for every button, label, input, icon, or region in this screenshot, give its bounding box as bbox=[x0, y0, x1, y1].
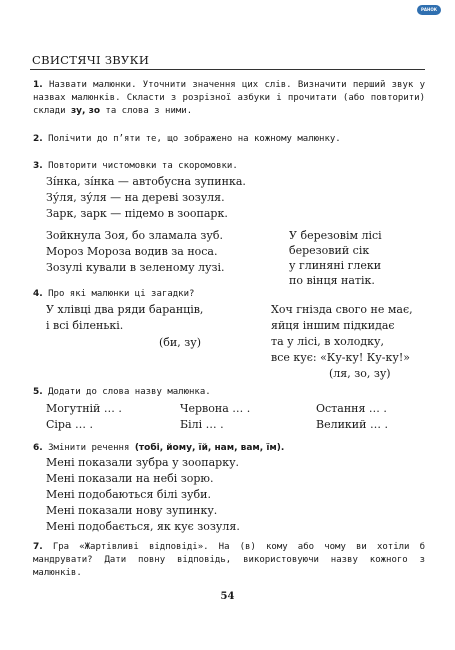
task-4-number: 4. bbox=[33, 289, 43, 299]
task-2-number: 2. bbox=[33, 134, 43, 144]
task-6-text-a: Змінити речення bbox=[48, 443, 135, 453]
poem-left-line: Зозулі кували в зеленому лузі. bbox=[46, 261, 225, 274]
task-2-instruction bbox=[33, 133, 425, 146]
task-3-number: 3. bbox=[33, 161, 43, 171]
task-4-instruction bbox=[33, 288, 425, 301]
riddle-left-answer: (би, зу) bbox=[159, 336, 202, 349]
task-1-number: 1. bbox=[33, 80, 43, 90]
riddle-right-line: яйця іншим підкидає bbox=[271, 319, 395, 332]
task-3-instruction bbox=[33, 160, 425, 173]
task-6-number: 6. bbox=[33, 443, 43, 453]
task-1-instruction bbox=[33, 79, 425, 118]
tongue-twister-line: Зу́ля, зу́ля — на дереві зозуля. bbox=[46, 191, 225, 204]
tongue-twister-line: Зарк, зарк — підемо в зоопарк. bbox=[46, 207, 228, 220]
task-4-text: Про які малюнки ці загадки? bbox=[48, 289, 195, 299]
task-5-instruction bbox=[33, 386, 425, 399]
task-5-text: Додати до слова назву малюнка. bbox=[48, 387, 211, 397]
word-item: Білі … . bbox=[180, 418, 224, 431]
task-5-number: 5. bbox=[33, 387, 43, 397]
task-1-text-c: та слова з ними. bbox=[100, 106, 193, 116]
riddle-left-line: і всі біленькі. bbox=[46, 319, 124, 332]
poem-right-line: березовий сік bbox=[289, 244, 370, 257]
word-item: Червона … . bbox=[180, 402, 251, 415]
poem-right-line: у глиняні глеки bbox=[289, 259, 382, 272]
tongue-twister-line: Зі́нка, зі́нка — автобусна зупинка. bbox=[46, 175, 246, 188]
sentence-line: Мені показали зубра у зоопарку. bbox=[46, 456, 240, 469]
task-2-text: Полічити до п’яти те, що зображено на кожному малюнку. bbox=[48, 134, 341, 144]
riddle-right-line: Хоч гнізда свого не має, bbox=[271, 303, 413, 316]
word-item: Могутній … . bbox=[46, 402, 122, 415]
title-divider bbox=[30, 69, 425, 70]
task-7-instruction bbox=[33, 541, 425, 580]
sentence-line: Мені подобається, як кує зозуля. bbox=[46, 520, 240, 533]
page-title: СВИСТЯЧІ ЗВУКИ bbox=[32, 53, 150, 67]
word-item: Сіра … . bbox=[46, 418, 94, 431]
riddle-right-line: все кує: «Ку-ку! Ку-ку!» bbox=[271, 351, 410, 364]
task-6-instruction bbox=[33, 442, 425, 455]
task-1-syllables: зу, зо bbox=[70, 106, 100, 116]
publisher-logo: РАНОК bbox=[417, 5, 441, 15]
sentence-line: Мені показали нову зупинку. bbox=[46, 504, 218, 517]
task-6-pronouns: (тобі, йому, їй, нам, вам, їм). bbox=[134, 443, 285, 453]
riddle-right-line: та у лісі, в холодку, bbox=[271, 335, 385, 348]
word-item: Великий … . bbox=[316, 418, 388, 431]
poem-left-line: Зойкнула Зоя, бо зламала зуб. bbox=[46, 229, 223, 242]
poem-left-line: Мороз Мороза водив за носа. bbox=[46, 245, 218, 258]
task-7-number: 7. bbox=[33, 542, 43, 552]
riddle-right-answer: (ля, зо, зу) bbox=[329, 367, 391, 380]
sentence-line: Мені подобаються білі зуби. bbox=[46, 488, 211, 501]
task-7-text: Гра «Жартівливі відповіді». На (в) кому або чому ви хотіли б мандрувати? Дати повну відповідь, використовуючи назву кожного з малюнків. bbox=[33, 542, 426, 578]
riddle-left-line: У хлівці два ряди баранців, bbox=[46, 303, 204, 316]
task-1-text-a: Назвати малюнки. Уточнити значення цих слів. Визначити перший звук у назвах малюнків. Скласти з розрізної азбуки і прочитати (або повторити) склади bbox=[33, 80, 425, 116]
poem-right-line: по вінця натік. bbox=[289, 274, 375, 287]
task-3-text: Повторити чистомовки та скоромовки. bbox=[48, 161, 238, 171]
word-item: Остання … . bbox=[316, 402, 387, 415]
sentence-line: Мені показали на небі зорю. bbox=[46, 472, 214, 485]
poem-right-line: У березовім лісі bbox=[289, 229, 382, 242]
page-number: 54 bbox=[220, 591, 235, 602]
